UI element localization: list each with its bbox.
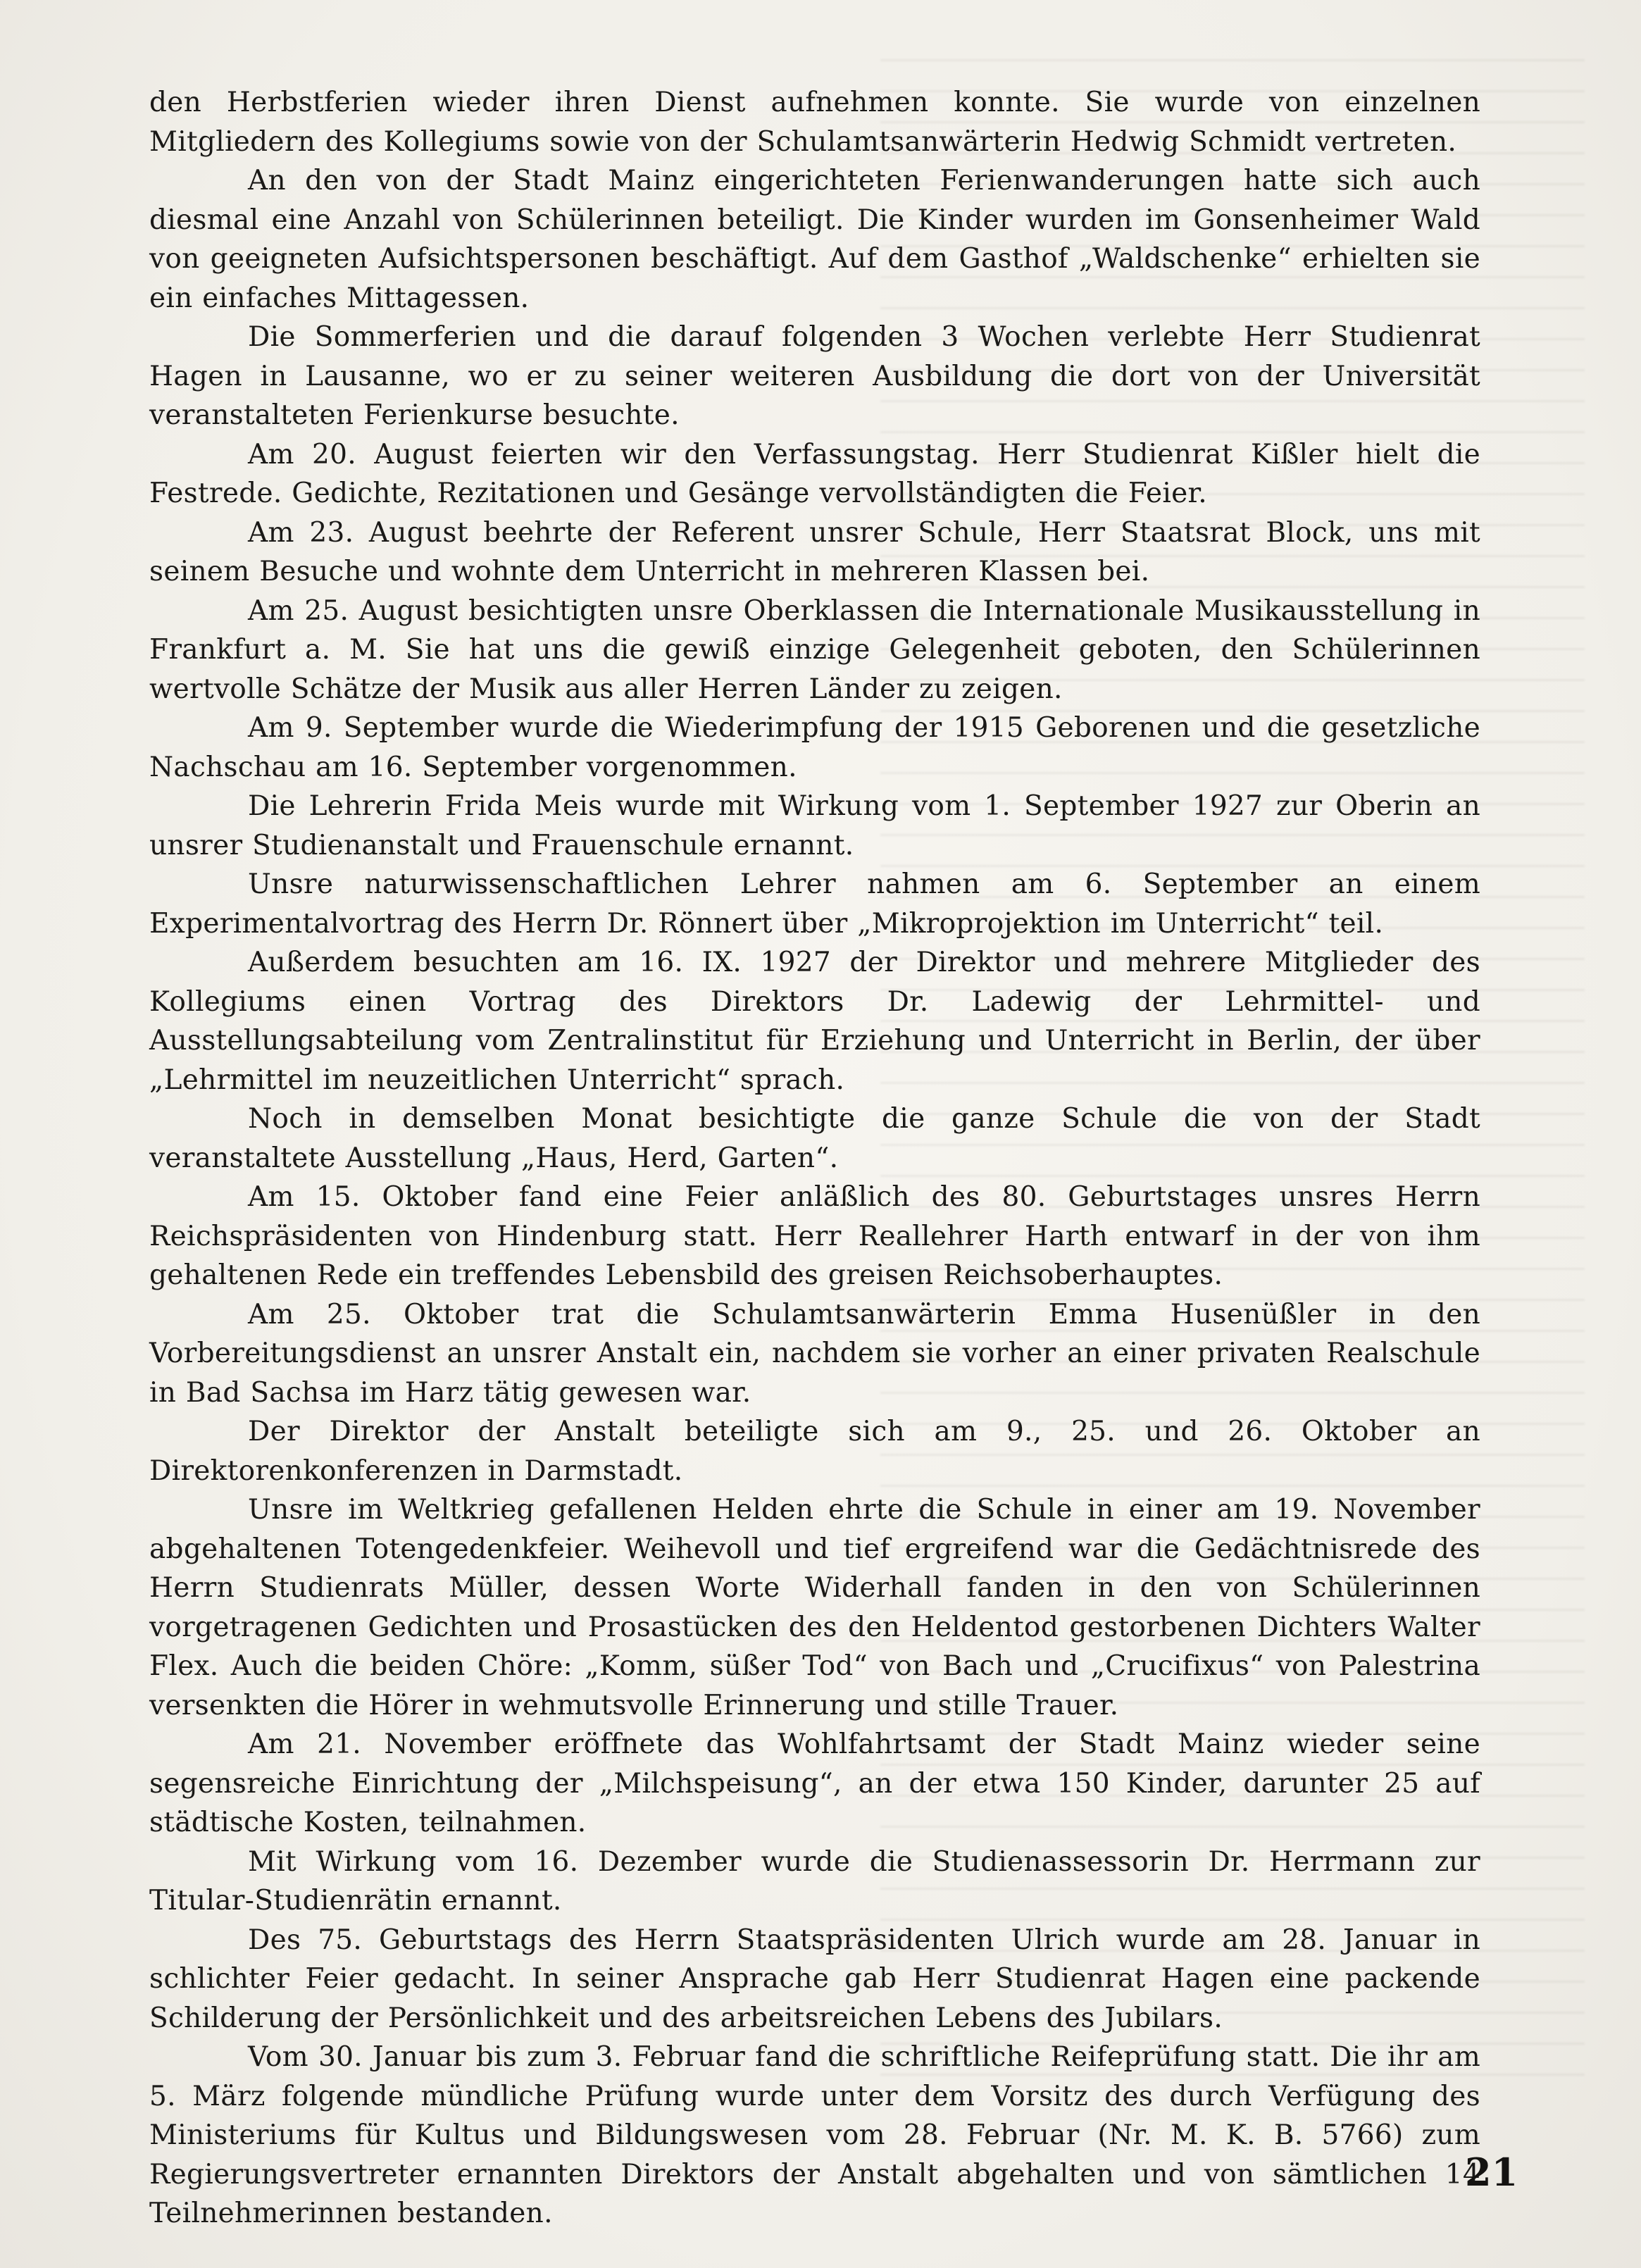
paragraph: den Herbstferien wieder ihren Dienst aufnehmen konnte. Sie wurde von einzelnen Mitgliedern des Kollegiums sowie von der Schulamtsanwärterin Hedwig Schmidt vertreten. xyxy=(149,87,1480,158)
paragraph: Außerdem besuchten am 16. IX. 1927 der Direktor und mehrere Mitglieder des Kollegiums einen Vortrag des Direktors Dr. Ladewig der Lehrmittel- und Ausstellungsabteilung vom Zentralinstitut für Erziehung und Unterricht in Berlin, der über „Lehrmittel im neuzeitlichen Unterricht“ sprach. xyxy=(149,947,1480,1096)
paragraph: Mit Wirkung vom 16. Dezember wurde die Studienassessorin Dr. Herrmann zur Titular-Studienrätin ernannt. xyxy=(149,1845,1480,1917)
paragraph: An den von der Stadt Mainz eingerichteten Ferienwanderungen hatte sich auch diesmal eine Anzahl von Schülerinnen beteiligt. Die Kinder wurden im Gonsenheimer Wald von geeigneten Aufsichtspersonen beschäftigt. Auf dem Gasthof „Waldschenke“ erhielten sie ein einfaches Mittagessen. xyxy=(149,165,1480,314)
paragraph: Am 21. November eröffnete das Wohlfahrtsamt der Stadt Mainz wieder seine segensreiche Einrichtung der „Milchspeisung“, an der etwa 150 Kinder, darunter 25 auf städtische Kosten, teilnahmen. xyxy=(149,1728,1480,1838)
body-text xyxy=(149,83,1480,2233)
paragraph: Am 9. September wurde die Wiederimpfung der 1915 Geborenen und die gesetzliche Nachschau am 16. September vorgenommen. xyxy=(149,712,1480,783)
paragraph: Unsre im Weltkrieg gefallenen Helden ehrte die Schule in einer am 19. November abgehaltenen Totengedenkfeier. Weihevoll und tief ergreifend war die Gedächtnisrede des Herrn Studienrats Müller, dessen Worte Widerhall fanden in den von Schülerinnen vorgetragenen Gedichten und Prosastücken des den Heldentod gestorbenen Dichters Walter Flex. Auch die beiden Chöre: „Komm, süßer Tod“ von Bach und „Crucifixus“ von Palestrina versenkten die Hörer in wehmutsvolle Erinnerung und stille Trauer. xyxy=(149,1494,1480,1721)
paragraph: Am 23. August beehrte der Referent unsrer Schule, Herr Staatsrat Block, uns mit seinem Besuche und wohnte dem Unterricht in mehreren Klassen bei. xyxy=(149,516,1480,587)
paragraph: Der Direktor der Anstalt beteiligte sich am 9., 25. und 26. Oktober an Direktorenkonferenzen in Darmstadt. xyxy=(149,1416,1480,1487)
paragraph: Am 25. Oktober trat die Schulamtsanwärterin Emma Husenüßler in den Vorbereitungsdienst an unsrer Anstalt ein, nachdem sie vorher an einer privaten Realschule in Bad Sachsa im Harz tätig gewesen war. xyxy=(149,1298,1480,1409)
paragraph: Des 75. Geburtstags des Herrn Staatspräsidenten Ulrich wurde am 28. Januar in schlichter Feier gedacht. In seiner Ansprache gab Herr Studienrat Hagen eine packende Schilderung der Persönlichkeit und des arbeitsreichen Lebens des Jubilars. xyxy=(149,1924,1480,2034)
paragraph: Die Sommerferien und die darauf folgenden 3 Wochen verlebte Herr Studienrat Hagen in Lausanne, wo er zu seiner weiteren Ausbildung die dort von der Universität veranstalteten Ferienkurse besuchte. xyxy=(149,321,1480,431)
paragraph: Die Lehrerin Frida Meis wurde mit Wirkung vom 1. September 1927 zur Oberin an unsrer Studienanstalt und Frauenschule ernannt. xyxy=(149,790,1480,861)
paragraph: Am 20. August feierten wir den Verfassungstag. Herr Studienrat Kißler hielt die Festrede. Gedichte, Rezitationen und Gesänge vervollständigten die Feier. xyxy=(149,438,1480,509)
paragraph: Unsre naturwissenschaftlichen Lehrer nahmen am 6. September an einem Experimentalvortrag des Herrn Dr. Rönnert über „Mikroprojektion im Unterricht“ teil. xyxy=(149,868,1480,940)
paragraph: Noch in demselben Monat besichtigte die ganze Schule die von der Stadt veranstaltete Ausstellung „Haus, Herd, Garten“. xyxy=(149,1103,1480,1174)
paragraph: Am 25. August besichtigten unsre Oberklassen die Internationale Musikausstellung in Frankfurt a. M. Sie hat uns die gewiß einzige Gelegenheit geboten, den Schülerinnen wertvolle Schätze der Musik aus aller Herren Länder zu zeigen. xyxy=(149,594,1480,705)
page-number: 21 xyxy=(1465,2150,1518,2195)
paragraph: Vom 30. Januar bis zum 3. Februar fand die schriftliche Reifeprüfung statt. Die ihr am 5. März folgende mündliche Prüfung wurde unter dem Vorsitz des durch Verfügung des Ministeriums für Kultus und Bildungswesen vom 28. Februar (Nr. M. K. B. 5766) zum Regierungsvertreter ernannten Direktors der Anstalt abgehalten und von sämtlichen 14 Teilnehmerinnen bestanden. xyxy=(149,2041,1480,2229)
paragraph: Am 15. Oktober fand eine Feier anläßlich des 80. Geburtstages unsres Herrn Reichspräsidenten von Hindenburg statt. Herr Reallehrer Harth entwarf in der von ihm gehaltenen Rede ein treffendes Lebensbild des greisen Reichsoberhauptes. xyxy=(149,1181,1480,1291)
